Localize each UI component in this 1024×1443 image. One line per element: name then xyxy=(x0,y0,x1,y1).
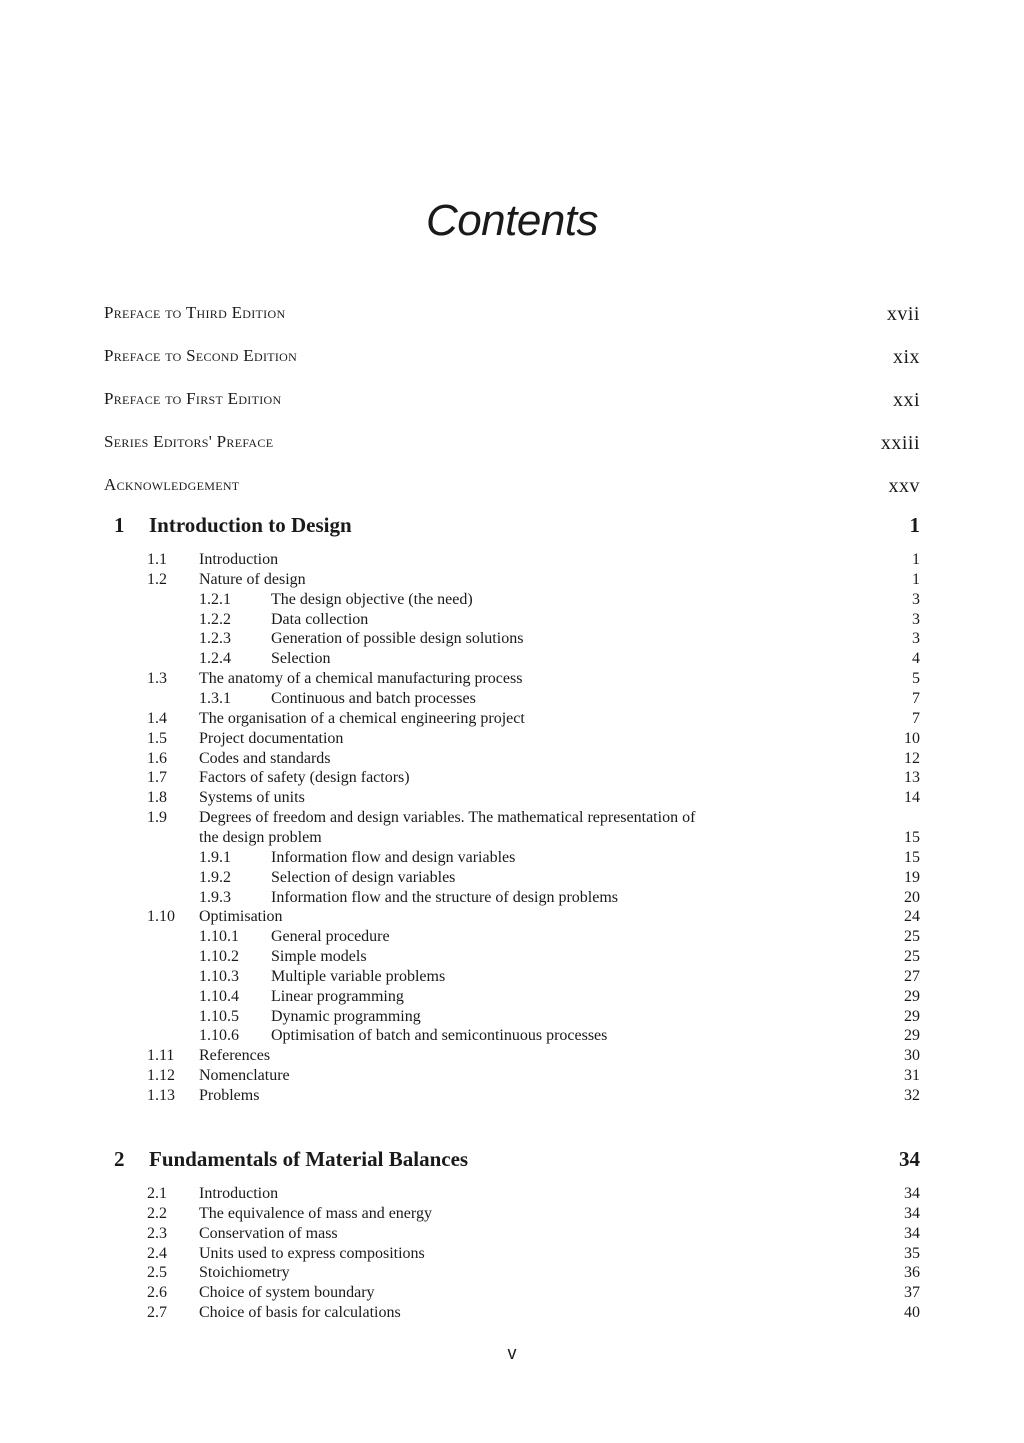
toc-front-matter-item xyxy=(104,432,920,456)
toc-chapter-number: 2 xyxy=(114,1147,125,1171)
toc-entry-number: 2.2 xyxy=(147,1204,167,1222)
toc-entry-title: Conservation of mass xyxy=(199,1224,338,1242)
toc-chapter-heading xyxy=(104,1147,920,1177)
toc-entry-title: the design problem xyxy=(199,828,322,846)
toc-entry xyxy=(0,750,920,770)
toc-entry-number: 2.1 xyxy=(147,1185,167,1202)
toc-entry-page: 30 xyxy=(904,1047,920,1065)
toc-entry-title: Stoichiometry xyxy=(199,1264,290,1282)
toc-entry-title: Optimisation xyxy=(199,908,283,926)
toc-entry-title: Dynamic programming xyxy=(271,1007,421,1025)
toc-entry-page: 7 xyxy=(912,709,920,727)
toc-entry-number: 1.13 xyxy=(147,1087,175,1104)
toc-entry-page: 36 xyxy=(904,1264,920,1282)
toc-entry-page: 29 xyxy=(904,1007,920,1025)
toc-front-matter-page: xxi xyxy=(892,389,920,411)
toc-entry-number: 1.4 xyxy=(147,709,167,727)
toc-entry-title: Selection of design variables xyxy=(271,868,456,886)
toc-entry-page: 37 xyxy=(904,1284,920,1302)
toc-entry-page: 12 xyxy=(904,749,920,767)
toc-entry-number: 1.2.2 xyxy=(199,610,231,628)
toc-entry-page: 20 xyxy=(904,888,920,906)
toc-entry-title: Codes and standards xyxy=(199,749,331,767)
toc-chapter-heading xyxy=(104,513,920,543)
toc-entry xyxy=(0,829,920,849)
toc-entry xyxy=(0,670,920,690)
toc-entry xyxy=(0,1047,920,1067)
toc-entry-title: Degrees of freedom and design variables. The mathematical representation of xyxy=(199,809,696,826)
toc-entry-title: Information flow and design variables xyxy=(271,848,516,866)
toc-entry xyxy=(0,611,920,631)
toc-entry xyxy=(0,1284,920,1304)
toc-entry-number: 1.10.6 xyxy=(199,1027,239,1045)
toc-entry-number: 1.10.4 xyxy=(199,987,239,1005)
toc-entry-page: 29 xyxy=(904,987,920,1005)
toc-entry-number: 1.7 xyxy=(147,769,167,787)
toc-entry xyxy=(0,889,920,909)
toc-entry-page: 32 xyxy=(904,1087,920,1104)
toc-entry-number: 2.7 xyxy=(147,1304,167,1322)
toc-front-matter-page: xxv xyxy=(888,475,920,497)
toc-entry-title: Simple models xyxy=(271,948,367,965)
toc-entry-page: 3 xyxy=(912,590,920,608)
toc-entry-title: Data collection xyxy=(271,610,369,628)
toc-entry-page: 15 xyxy=(904,828,920,846)
toc-entry-page: 4 xyxy=(912,650,920,668)
toc-entry-number: 1.10.5 xyxy=(199,1007,239,1025)
toc-entry-page: 1 xyxy=(912,551,920,568)
page-number: v xyxy=(507,1343,517,1363)
toc-entry-number: 1.10.1 xyxy=(199,928,239,946)
toc-entry-title: References xyxy=(199,1047,271,1065)
toc-entry-page: 5 xyxy=(912,670,920,688)
toc-entry-number: 1.11 xyxy=(147,1047,175,1065)
toc-entry-number: 1.10.3 xyxy=(199,967,239,985)
toc-entry xyxy=(0,1008,920,1028)
toc-entry-page: 19 xyxy=(904,868,920,886)
toc-entry-page: 34 xyxy=(904,1185,920,1202)
toc-entry-title: Continuous and batch processes xyxy=(271,690,476,707)
toc-entry-page: 24 xyxy=(904,908,920,926)
toc-front-matter-page: xvii xyxy=(886,303,920,325)
toc-entry-number: 1.3.1 xyxy=(199,690,231,707)
toc-entry-number: 1.10 xyxy=(147,908,175,926)
toc-entry-title: Linear programming xyxy=(271,987,404,1005)
toc-entry-number: 1.1 xyxy=(147,551,167,568)
toc-entry xyxy=(0,908,920,928)
toc-chapter-title: Fundamentals of Material Balances xyxy=(149,1147,469,1171)
toc-entry-page: 10 xyxy=(904,729,920,747)
toc-entry-page: 40 xyxy=(904,1304,920,1322)
toc-entry xyxy=(0,928,920,948)
toc-entry-number: 1.2 xyxy=(147,570,167,588)
toc-front-matter-title: Preface to Third Edition xyxy=(104,303,286,322)
page-title: Contents xyxy=(425,196,599,245)
toc-entry-title: Factors of safety (design factors) xyxy=(199,769,410,787)
toc-entry xyxy=(0,1225,920,1245)
toc-entry-page: 3 xyxy=(912,610,920,628)
toc-entry xyxy=(0,849,920,869)
toc-entry xyxy=(0,1245,920,1265)
toc-entry-page: 3 xyxy=(912,630,920,648)
toc-entry-number: 1.2.1 xyxy=(199,590,231,608)
toc-entry-title: Choice of basis for calculations xyxy=(199,1304,401,1322)
toc-entry xyxy=(0,869,920,889)
toc-entry-number: 2.3 xyxy=(147,1224,167,1242)
toc-front-matter-title: Acknowledgement xyxy=(104,475,240,494)
toc-entry-number: 2.4 xyxy=(147,1244,167,1262)
toc-entry-page: 31 xyxy=(904,1067,920,1085)
toc-entry-page: 13 xyxy=(904,769,920,787)
toc-front-matter-title: Preface to Second Edition xyxy=(104,346,298,365)
toc-entry-number: 1.9.2 xyxy=(199,868,231,886)
toc-front-matter-page: xxiii xyxy=(880,432,920,454)
toc-entry-number: 1.2.4 xyxy=(199,650,231,668)
toc-entry-number: 1.5 xyxy=(147,729,167,747)
toc-entry-title: The equivalence of mass and energy xyxy=(199,1204,432,1222)
toc-entry-title: Units used to express compositions xyxy=(199,1244,425,1262)
toc-chapter-page: 34 xyxy=(899,1147,920,1171)
toc-entry xyxy=(0,551,920,571)
toc-entry-page: 35 xyxy=(904,1244,920,1262)
toc-entry-title: Nomenclature xyxy=(199,1067,290,1085)
toc-entry-number: 1.6 xyxy=(147,749,167,767)
toc-entry-title: The design objective (the need) xyxy=(271,590,473,608)
toc-front-matter-item xyxy=(104,346,920,370)
toc-entry xyxy=(0,690,920,710)
toc-entry xyxy=(0,1264,920,1284)
toc-entry-title: Systems of units xyxy=(199,789,305,807)
toc-entry-number: 1.8 xyxy=(147,789,167,807)
toc-entry-title: Nature of design xyxy=(199,570,306,588)
toc-entry xyxy=(0,1185,920,1205)
toc-entry-page: 34 xyxy=(904,1204,920,1222)
toc-front-matter-page: xix xyxy=(892,346,920,368)
toc-entry xyxy=(0,1087,920,1107)
toc-entry xyxy=(0,789,920,809)
toc-entry xyxy=(0,730,920,750)
toc-entry-number: 2.6 xyxy=(147,1284,167,1302)
toc-entry-title: Choice of system boundary xyxy=(199,1284,375,1302)
toc-entry xyxy=(0,571,920,591)
toc-front-matter-title: Series Editors' Preface xyxy=(104,432,274,451)
toc-entry-page: 14 xyxy=(904,789,920,807)
toc-entry-page: 25 xyxy=(904,928,920,946)
toc-entry xyxy=(0,650,920,670)
toc-entry-page: 15 xyxy=(904,848,920,866)
toc-entry-number: 1.2.3 xyxy=(199,630,231,648)
toc-entry xyxy=(0,1027,920,1047)
toc-entry-number: 1.9 xyxy=(147,809,167,826)
toc-entry-title: Project documentation xyxy=(199,729,344,747)
toc-entry-title: Optimisation of batch and semicontinuous processes xyxy=(271,1027,608,1045)
toc-entry-title: General procedure xyxy=(271,928,390,946)
toc-entry xyxy=(0,948,920,968)
toc-entry-number: 2.5 xyxy=(147,1264,167,1282)
toc-entry-page: 34 xyxy=(904,1224,920,1242)
toc-entry-page: 7 xyxy=(912,690,920,707)
toc-entry-title: The organisation of a chemical engineering project xyxy=(199,709,525,727)
toc-entry xyxy=(0,988,920,1008)
toc-chapter-page: 1 xyxy=(909,513,920,537)
toc-chapter-number: 1 xyxy=(114,513,125,537)
toc-entry-title: Information flow and the structure of design problems xyxy=(271,888,619,906)
toc-entry-title: Introduction xyxy=(199,551,279,568)
toc-front-matter-item xyxy=(104,389,920,413)
toc-chapter-title: Introduction to Design xyxy=(149,513,352,537)
toc-entry-title: The anatomy of a chemical manufacturing process xyxy=(199,670,523,688)
toc-entry-page: 25 xyxy=(904,948,920,965)
toc-entry-title: Introduction xyxy=(199,1185,279,1202)
toc-entry xyxy=(0,1067,920,1087)
toc-entry xyxy=(0,630,920,650)
toc-entry-title: Generation of possible design solutions xyxy=(271,630,524,648)
toc-entry-number: 1.12 xyxy=(147,1067,175,1085)
toc-entry-number: 1.10.2 xyxy=(199,948,239,965)
toc-entry xyxy=(0,769,920,789)
toc-entry-number: 1.3 xyxy=(147,670,167,688)
toc-entry-number: 1.9.1 xyxy=(199,848,231,866)
toc-front-matter-item xyxy=(104,303,920,327)
toc-entry xyxy=(0,968,920,988)
toc-entry xyxy=(0,809,920,829)
toc-entry xyxy=(0,710,920,730)
toc-entry xyxy=(0,1304,920,1324)
toc-front-matter-title: Preface to First Edition xyxy=(104,389,282,408)
toc-entry-title: Problems xyxy=(199,1087,260,1104)
toc-entry-title: Selection xyxy=(271,650,331,668)
toc-entry-title: Multiple variable problems xyxy=(271,967,446,985)
toc-entry xyxy=(0,1205,920,1225)
toc-entry xyxy=(0,591,920,611)
toc-entry-page: 29 xyxy=(904,1027,920,1045)
toc-entry-page: 1 xyxy=(912,570,920,588)
toc-entry-number: 1.9.3 xyxy=(199,888,231,906)
toc-entry-page: 27 xyxy=(904,967,920,985)
toc-front-matter-item xyxy=(104,475,920,499)
